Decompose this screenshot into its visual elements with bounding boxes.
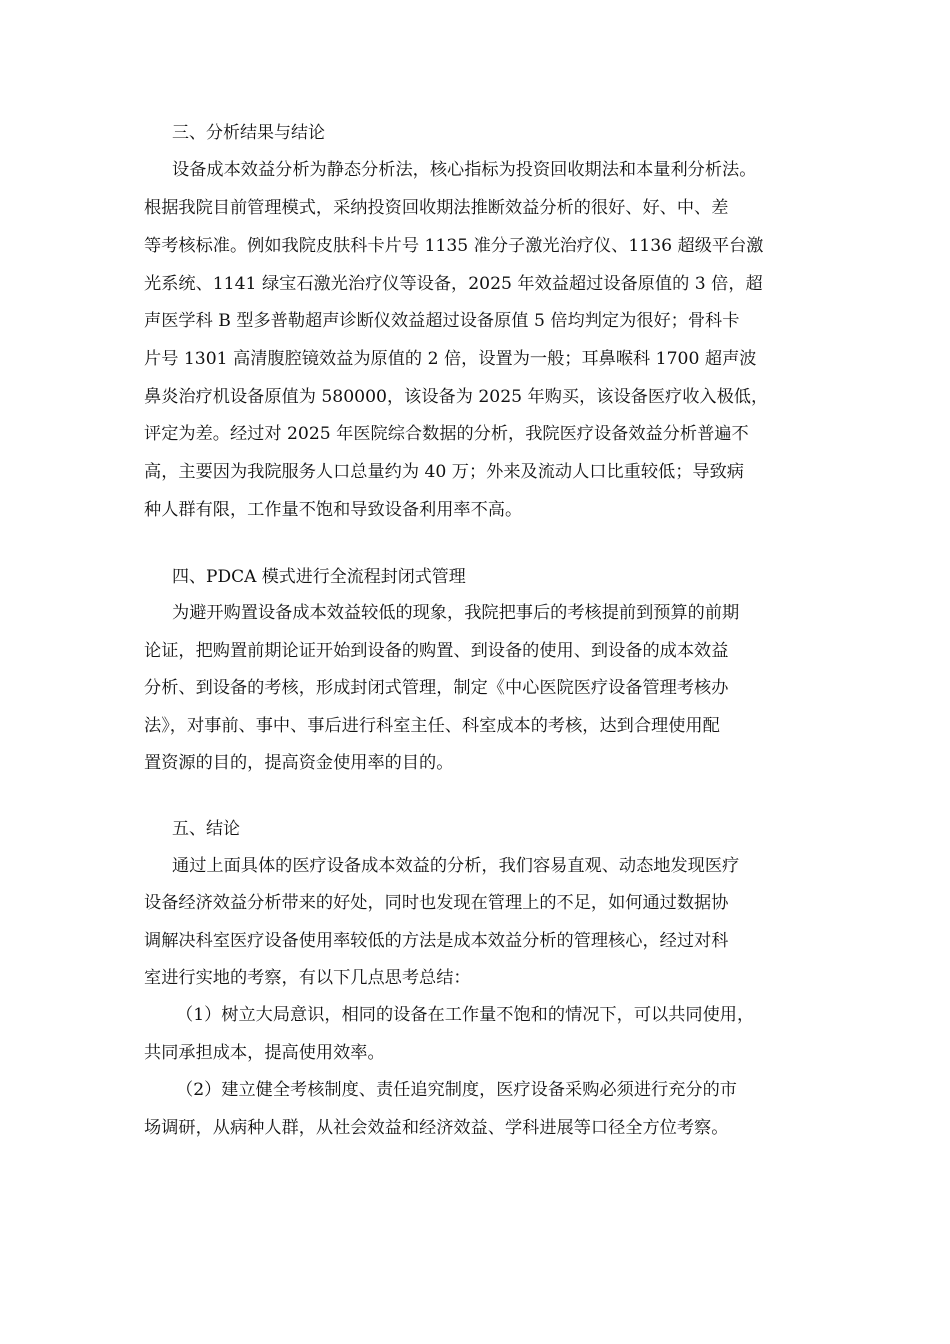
paragraph-line: 鼻炎治疗机设备原值为 580000，该设备为 2025 年购买，该设备医疗收入极低， [144,387,769,407]
paragraph-line: 根据我院目前管理模式，采纳投资回收期法推断效益分析的很好、好、中、差 [144,198,729,218]
paragraph-line: 论证，把购置前期论证开始到设备的购置、到设备的使用、到设备的成本效益 [144,641,729,661]
paragraph-line: 置资源的目的，提高资金使用率的目的。 [144,753,454,773]
list-item-line: 共同承担成本，提高使用效率。 [144,1043,385,1063]
section-heading: 三、分析结果与结论 [172,123,325,143]
paragraph-line: 片号 1301 高清腹腔镜效益为原值的 2 倍，设置为一般；耳鼻喉科 1700 超声波 [144,349,757,369]
section-heading: 四、PDCA 模式进行全流程封闭式管理 [172,567,466,587]
paragraph-line: 高，主要因为我院服务人口总量约为 40 万；外来及流动人口比重较低；导致病 [144,462,744,482]
section-heading: 五、结论 [172,819,240,839]
paragraph-line: 设备成本效益分析为静态分析法，核心指标为投资回收期法和本量利分析法。 [172,160,757,180]
list-item-line: （1）树立大局意识，相同的设备在工作量不饱和的情况下，可以共同使用， [176,1005,755,1025]
paragraph-line: 通过上面具体的医疗设备成本效益的分析，我们容易直观、动态地发现医疗 [172,856,740,876]
paragraph-line: 光系统、1141 绿宝石激光治疗仪等设备，2025 年效益超过设备原值的 3 倍，超 [144,274,763,294]
paragraph-line: 分析、到设备的考核，形成封闭式管理，制定《中心医院医疗设备管理考核办 [144,678,729,698]
paragraph-line: 调解决科室医疗设备使用率较低的方法是成本效益分析的管理核心，经过对科 [144,931,729,951]
paragraph-line: 室进行实地的考察，有以下几点思考总结： [144,968,471,988]
list-item-line: （2）建立健全考核制度、责任追究制度，医疗设备采购必须进行充分的市 [176,1080,737,1100]
list-item-line: 场调研，从病种人群，从社会效益和经济效益、学科进展等口径全方位考察。 [144,1118,729,1138]
paragraph-line: 等考核标准。例如我院皮肤科卡片号 1135 准分子激光治疗仪、1136 超级平台激 [144,236,764,256]
paragraph-line: 评定为差。经过对 2025 年医院综合数据的分析，我院医疗设备效益分析普遍不 [144,424,749,444]
paragraph-line: 法》，对事前、事中、事后进行科室主任、科室成本的考核，达到合理使用配 [144,716,720,736]
paragraph-line: 为避开购置设备成本效益较低的现象，我院把事后的考核提前到预算的前期 [172,603,740,623]
paragraph-line: 种人群有限，工作量不饱和导致设备利用率不高。 [144,500,523,520]
paragraph-line: 设备经济效益分析带来的好处，同时也发现在管理上的不足，如何通过数据协 [144,893,729,913]
paragraph-line: 声医学科 B 型多普勒超声诊断仪效益超过设备原值 5 倍均判定为很好；骨科卡 [144,311,740,331]
